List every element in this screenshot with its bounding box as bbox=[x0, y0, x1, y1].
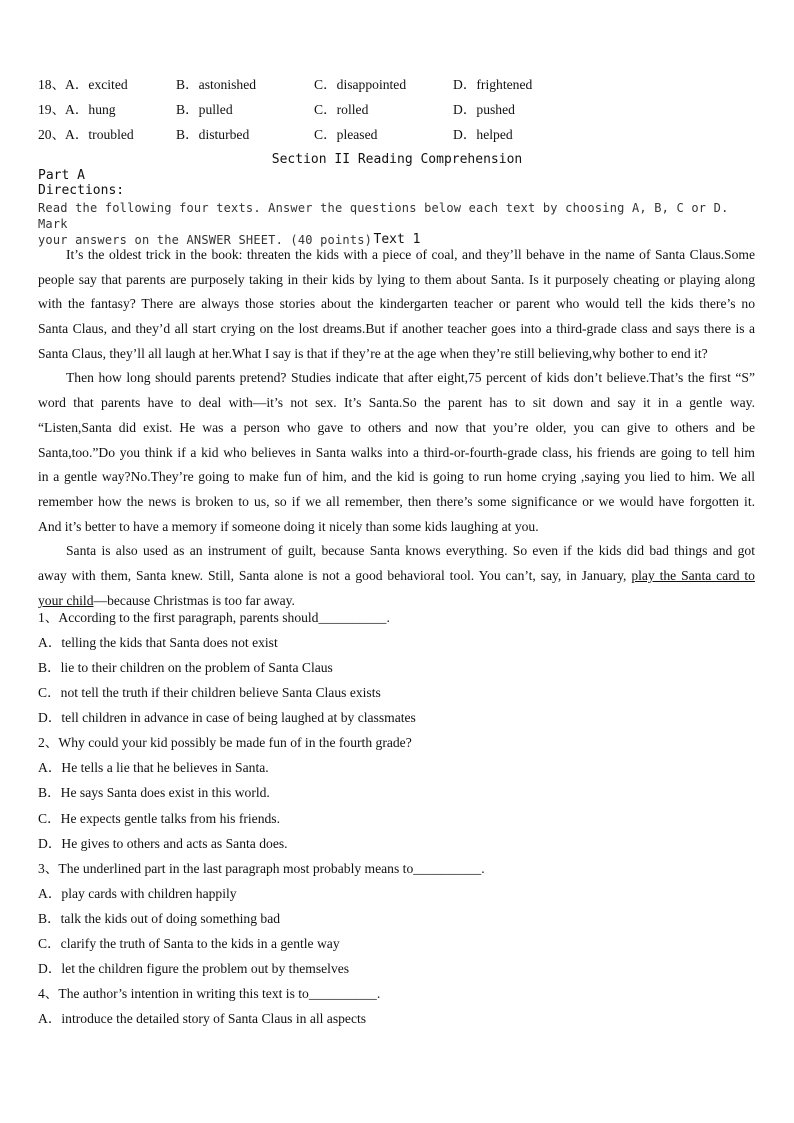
option-c: C．pleased bbox=[314, 127, 378, 142]
answer-option: A．play cards with children happily bbox=[38, 885, 237, 901]
underlined-phrase: play the Santa card to bbox=[631, 567, 755, 583]
answer-option: C．clarify the truth of Santa to the kids in a gentle way bbox=[38, 935, 340, 951]
passage-line bbox=[38, 467, 755, 492]
line-text: people say that parents are purposely taking in their kids by lying to them about Santa. Is it purposely cheating or playing along bbox=[38, 271, 755, 287]
option-a: A．hung bbox=[65, 102, 116, 117]
section-title: Section II Reading Comprehension bbox=[271, 152, 523, 167]
answer-option: D．let the children figure the problem out by themselves bbox=[38, 960, 350, 976]
option-d: D．helped bbox=[453, 127, 513, 142]
line-text: remember how the news is broken to us, so if we all remember, then there’s some significance or we would have forgotten it. bbox=[38, 493, 755, 509]
option-b: B．astonished bbox=[176, 77, 257, 92]
answer-option: B．lie to their children on the problem of Santa Claus bbox=[38, 660, 333, 676]
passage-line bbox=[38, 294, 755, 319]
passage-line bbox=[38, 319, 755, 344]
question-number: 20、 bbox=[38, 127, 66, 142]
answer-option: C．not tell the truth if their children believe Santa Claus exists bbox=[38, 685, 381, 701]
option-c: C．rolled bbox=[314, 102, 369, 117]
question-stem: 3、The underlined part in the last paragraph most probably means to__________. bbox=[38, 860, 485, 876]
line-text: word that parents have to deal with—it’s not sex. It’s Santa.So the parent has to sit down and say it in a gentle way. bbox=[38, 395, 755, 411]
cloze-row-18 bbox=[38, 75, 738, 95]
option-d: D．pushed bbox=[453, 102, 515, 117]
question-stem: 4、The author’s intention in writing this text is to__________. bbox=[38, 985, 381, 1001]
passage-line bbox=[38, 541, 755, 566]
line-text: “Listen,Santa did exist. He was a person who gave to others and now that you’re older, you can give to others and be bbox=[38, 419, 755, 435]
answer-option: A．telling the kids that Santa does not exist bbox=[38, 635, 278, 651]
answer-option: A．He tells a lie that he believes in Santa. bbox=[38, 760, 269, 776]
answer-option: C．He expects gentle talks from his friends. bbox=[38, 810, 280, 826]
line-text: Santa Claus, and they’d all start crying on the lost dreams.But if another teacher goes into a third-grade class and says there is a bbox=[38, 321, 755, 337]
directions-line: Read the following four texts. Answer the questions below each text by choosing A, B, C or D. Mark bbox=[38, 201, 729, 231]
passage-line bbox=[38, 517, 755, 542]
line-text: with the fantasy? There are always those stories about the kindergarten teacher or parent who would tell the kids there’s no bbox=[38, 296, 755, 312]
passage-line bbox=[38, 344, 755, 369]
line-text: —because Christmas is too far away. bbox=[93, 592, 295, 608]
option-d: D．frightened bbox=[453, 77, 533, 92]
option-a: A．excited bbox=[65, 77, 128, 92]
option-a: A．troubled bbox=[65, 127, 134, 142]
directions-line: your answers on the ANSWER SHEET. (40 points) bbox=[38, 233, 373, 247]
passage-text-1 bbox=[38, 245, 755, 615]
underlined-phrase: your child bbox=[38, 592, 94, 608]
option-b: B．disturbed bbox=[176, 127, 250, 142]
question-number: 18、 bbox=[38, 77, 66, 92]
option-c: C．disappointed bbox=[314, 77, 407, 92]
question-stem: 1、According to the first paragraph, parents should__________. bbox=[38, 610, 390, 625]
line-text: And it’s better to have a memory if someone doing it nicely than some kids laughing at you. bbox=[38, 518, 539, 534]
option-b: B．pulled bbox=[176, 102, 233, 117]
question-list bbox=[38, 608, 755, 1034]
passage-line bbox=[38, 393, 755, 418]
passage-line bbox=[38, 418, 755, 443]
answer-option: D．tell children in advance in case of being laughed at by classmates bbox=[38, 710, 416, 726]
line-text: in a gentle way?No.They’re going to make fun of him, and the kid is going to run home crying ,saying you lied to him. We all bbox=[38, 469, 755, 485]
passage-line bbox=[38, 566, 755, 591]
answer-option: B．He says Santa does exist in this world. bbox=[38, 785, 270, 801]
part-label: Part A bbox=[38, 168, 85, 183]
passage-line bbox=[38, 245, 755, 270]
directions-label: Directions: bbox=[38, 183, 125, 198]
passage-line bbox=[38, 492, 755, 517]
line-text: away with them, Santa knew. Still, Santa alone is not a good behavioral tool. You can’t, say, in January, bbox=[38, 567, 632, 583]
passage-line bbox=[38, 368, 755, 393]
cloze-row-20 bbox=[38, 125, 738, 145]
answer-option: B．talk the kids out of doing something bad bbox=[38, 910, 281, 926]
answer-option: A．introduce the detailed story of Santa Claus in all aspects bbox=[38, 1011, 367, 1026]
cloze-row-19 bbox=[38, 100, 738, 120]
line-text: Santa is also used as an instrument of guilt, because Santa knows everything. So even if the kids did bad things and got bbox=[66, 543, 755, 559]
answer-option: D．He gives to others and acts as Santa does. bbox=[38, 835, 288, 851]
line-text: Santa Claus, they’ll all laugh at her.What I say is that if they’re at the age when they’re still believing,why bother to end it? bbox=[38, 345, 708, 361]
question-number: 19、 bbox=[38, 102, 66, 117]
line-text: Santa,too.”Do you think if a kid who believes in Santa walks into a third-or-fourth-grade class, his friends are going to tell him bbox=[38, 444, 755, 460]
line-text: Then how long should parents pretend? Studies indicate that after eight,75 percent of kids don’t believe.That’s the first “S” bbox=[66, 370, 755, 386]
passage-line bbox=[38, 443, 755, 468]
passage-line bbox=[38, 270, 755, 295]
text-title: Text 1 bbox=[373, 232, 421, 247]
line-text: It’s the oldest trick in the book: threaten the kids with a piece of coal, and they’ll behave in the name of Santa Claus.Some bbox=[66, 247, 755, 262]
question-stem: 2、Why could your kid possibly be made fun of in the fourth grade? bbox=[38, 735, 412, 751]
